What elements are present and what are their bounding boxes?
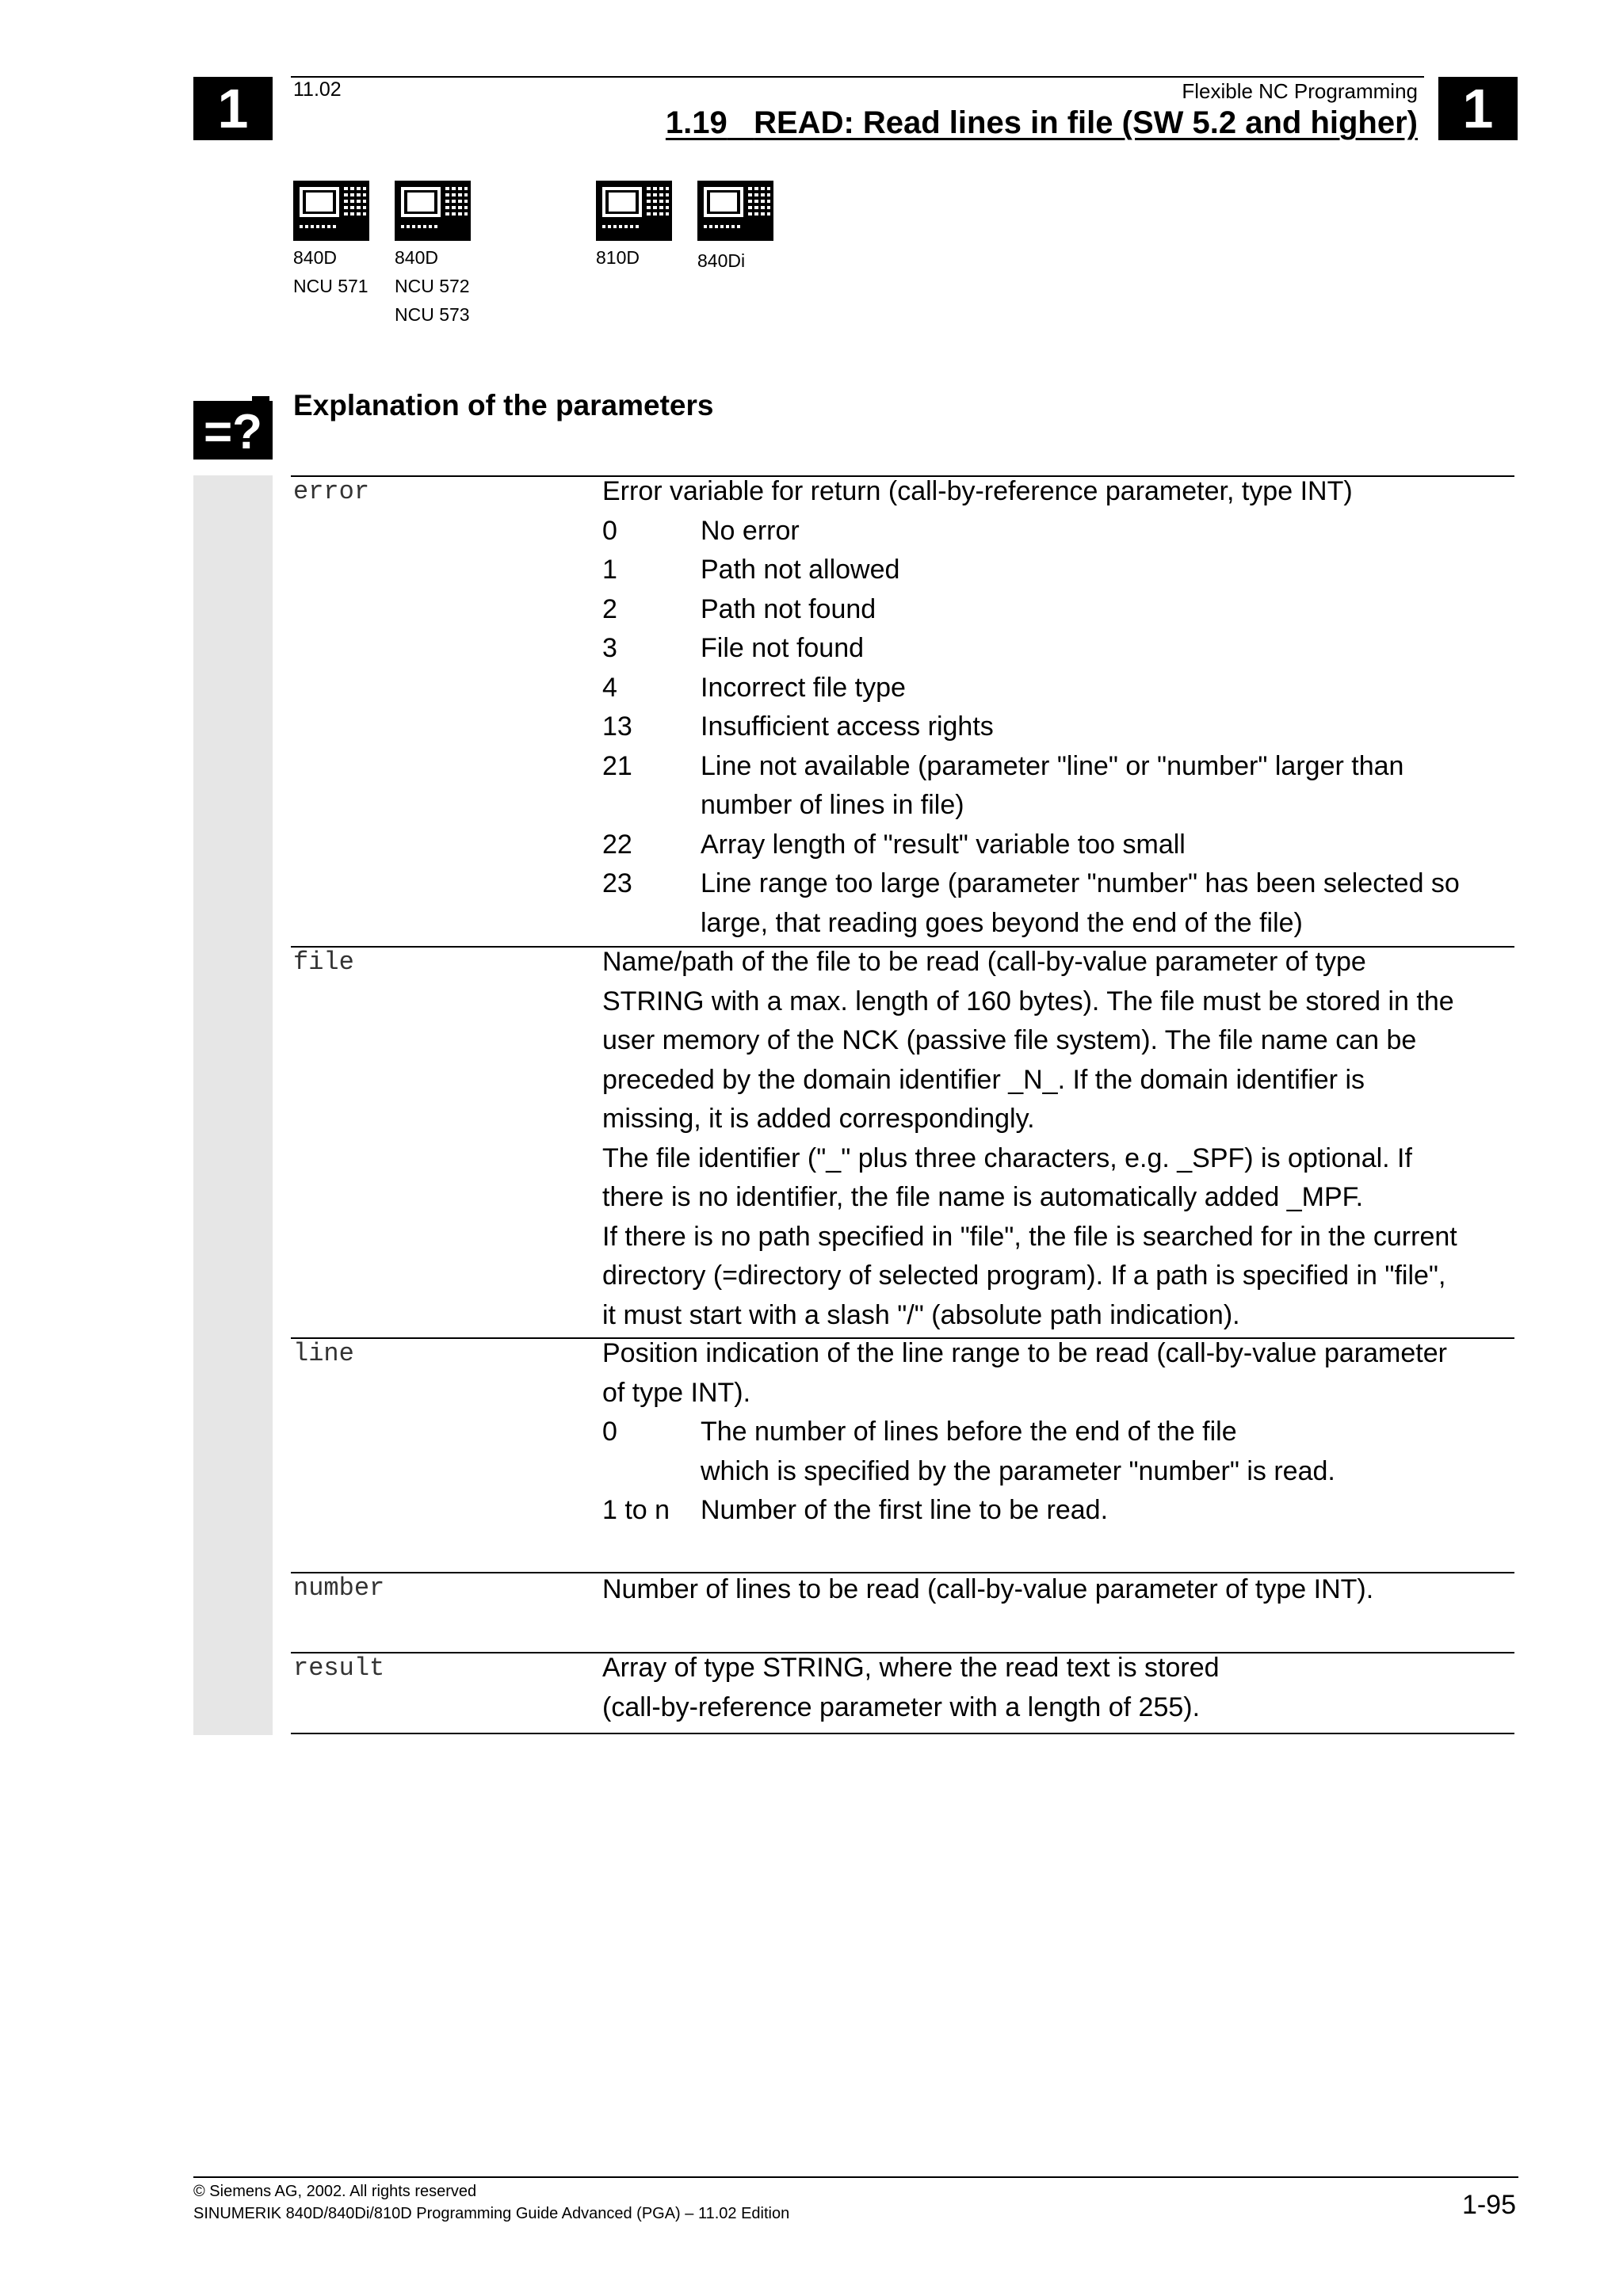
error-code: 2 <box>602 593 617 624</box>
control-label-line: NCU 572 <box>395 276 470 296</box>
section-number: 1.19 <box>665 105 727 140</box>
line-text: which is specified by the parameter "number" is read. <box>701 1455 1335 1486</box>
desc-line: The file identifier ("_" plus three characters, e.g. _SPF) is optional. If <box>602 1142 1412 1173</box>
desc-line: Name/path of the file to be read (call-by-value parameter of type <box>602 947 1366 977</box>
error-text: large, that reading goes beyond the end of the file) <box>701 907 1303 938</box>
explanation-title: Explanation of the parameters <box>293 389 714 421</box>
line-text: The number of lines before the end of the file <box>701 1417 1237 1447</box>
error-code-row <box>602 551 1498 590</box>
error-text: Line range too large (parameter "number" has been selected so <box>701 868 1460 898</box>
page-number: 1-95 <box>1461 2190 1516 2220</box>
control-label <box>293 243 369 300</box>
desc-line: missing, it is added correspondingly. <box>602 1104 1035 1134</box>
control-label <box>596 243 640 272</box>
table-rule <box>291 1733 1514 1734</box>
error-code-row <box>602 864 1498 904</box>
error-text: Path not found <box>701 593 876 624</box>
control-panel-icon <box>697 181 773 241</box>
desc-line: Number of lines to be read (call-by-value parameter of type INT). <box>602 1574 1374 1604</box>
param-desc-line <box>602 1334 1498 1531</box>
desc-line: it must start with a slash "/" (absolute path indication). <box>602 1299 1240 1330</box>
param-desc-error <box>602 472 1498 943</box>
desc-line: Error variable for return (call-by-reference parameter, type INT) <box>602 476 1353 506</box>
control-label <box>697 246 745 275</box>
line-code: 0 <box>602 1417 617 1447</box>
section-heading <box>666 105 1418 141</box>
control-label <box>395 243 470 329</box>
control-panel-icon <box>596 181 672 241</box>
error-code: 13 <box>602 711 632 742</box>
error-code-row <box>602 707 1498 747</box>
error-text: Incorrect file type <box>701 672 906 703</box>
margin-bar <box>193 475 273 1735</box>
param-name-error: error <box>293 477 370 506</box>
error-code: 3 <box>602 633 617 663</box>
error-code: 0 <box>602 515 617 546</box>
desc-line: directory (=directory of selected program). If a path is specified in "file", <box>602 1261 1446 1291</box>
error-code: 21 <box>602 750 632 781</box>
control-panel-icon <box>395 181 471 241</box>
header-top-rule <box>291 76 1424 78</box>
line-code-row <box>602 1413 1498 1452</box>
param-name-number: number <box>293 1573 385 1603</box>
explanation-icon-glyph: =? <box>203 405 263 460</box>
line-code-row <box>602 1452 1498 1492</box>
error-code-row <box>602 512 1498 551</box>
desc-line: preceded by the domain identifier _N_. If the domain identifier is <box>602 1064 1365 1095</box>
line-code: 1 to n <box>602 1495 670 1525</box>
desc-line: Position indication of the line range to be read (call-by-value parameter <box>602 1338 1447 1368</box>
desc-line: (call-by-reference parameter with a length of 255). <box>602 1691 1201 1722</box>
error-text: No error <box>701 515 800 546</box>
param-desc-file <box>602 943 1498 1335</box>
footer-manual-title: SINUMERIK 840D/840Di/810D Programming Guide Advanced (PGA) – 11.02 Edition <box>193 2205 790 2222</box>
error-code: 22 <box>602 829 632 860</box>
control-label-line: 840D <box>293 247 337 268</box>
desc-line: Array of type STRING, where the read text is stored <box>602 1653 1220 1683</box>
error-code-row <box>602 826 1498 865</box>
desc-line: user memory of the NCK (passive file system). The file name can be <box>602 1025 1417 1055</box>
control-label-line: NCU 571 <box>293 276 369 296</box>
error-text: Path not allowed <box>701 555 900 585</box>
error-text: Insufficient access rights <box>701 711 994 742</box>
param-name-result: result <box>293 1653 385 1683</box>
error-code: 4 <box>602 672 617 703</box>
header-book-title: Flexible NC Programming <box>1182 79 1418 103</box>
param-name-file: file <box>293 948 354 977</box>
param-name-line: line <box>293 1339 354 1368</box>
control-label-line: NCU 573 <box>395 304 470 325</box>
error-code: 23 <box>602 868 632 898</box>
line-code-row <box>602 1491 1498 1531</box>
error-text: number of lines in file) <box>701 790 964 820</box>
control-label-line: 810D <box>596 247 640 268</box>
chapter-number-right: 1 <box>1438 77 1518 140</box>
footer-copyright: © Siemens AG, 2002. All rights reserved <box>193 2183 477 2200</box>
error-code-row <box>602 786 1498 826</box>
section-title: READ: Read lines in file (SW 5.2 and higher) <box>754 105 1418 140</box>
error-text: Array length of "result" variable too small <box>701 829 1186 860</box>
error-code: 1 <box>602 555 617 585</box>
error-text: Line not available (parameter "line" or "number" larger than <box>701 750 1404 781</box>
param-desc-number <box>602 1570 1498 1610</box>
desc-line: there is no identifier, the file name is automatically added _MPF. <box>602 1182 1364 1212</box>
error-code-row <box>602 747 1498 787</box>
error-code-row <box>602 669 1498 708</box>
line-text: Number of the first line to be read. <box>701 1495 1109 1525</box>
error-code-row <box>602 904 1498 944</box>
header-date: 11.02 <box>293 78 342 101</box>
control-panel-icon <box>293 181 369 241</box>
chapter-number-left: 1 <box>193 77 273 140</box>
footer-rule <box>193 2176 1518 2178</box>
desc-line: STRING with a max. length of 160 bytes). The file must be stored in the <box>602 986 1454 1016</box>
error-code-row <box>602 629 1498 669</box>
desc-line: If there is no path specified in "file", the file is searched for in the current <box>602 1221 1457 1252</box>
error-text: File not found <box>701 633 865 663</box>
explanation-icon <box>193 393 273 460</box>
param-desc-result <box>602 1649 1498 1727</box>
error-code-row <box>602 590 1498 630</box>
desc-line: of type INT). <box>602 1377 751 1408</box>
control-label-line: 840Di <box>697 250 746 271</box>
control-label-line: 840D <box>395 247 438 268</box>
